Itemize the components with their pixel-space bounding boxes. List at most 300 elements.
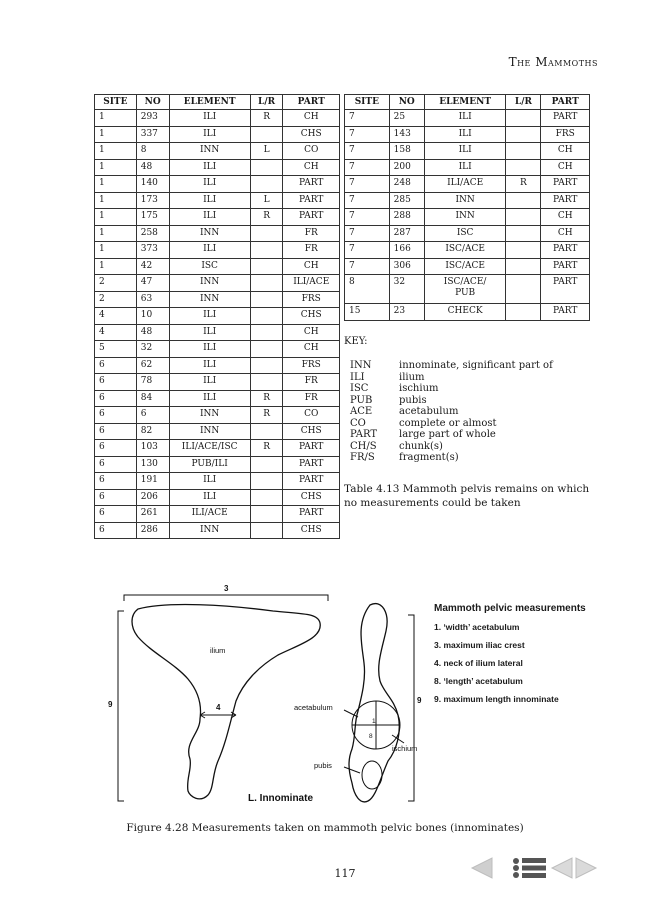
next-arrow-icon[interactable]: [574, 856, 598, 880]
table-cell: 84: [136, 390, 169, 407]
table-cell: 62: [136, 357, 169, 374]
legend-title: Mammoth pelvic measurements: [434, 603, 586, 614]
table-cell: 7: [345, 159, 390, 176]
table-cell: ILI: [424, 159, 506, 176]
table-cell: 2: [95, 291, 137, 308]
table-cell: CHS: [283, 522, 340, 539]
table-row: [345, 143, 590, 160]
table-row: [95, 522, 340, 539]
key-list: [350, 360, 553, 464]
table-cell: [250, 357, 283, 374]
table-cell: ILI: [424, 126, 506, 143]
table-cell: FR: [283, 225, 340, 242]
table-cell: CO: [283, 407, 340, 424]
table-cell: 373: [136, 242, 169, 259]
table-cell: CH: [541, 225, 590, 242]
key-entry: [350, 441, 553, 453]
table-cell: 1: [95, 143, 137, 160]
dim9-left-bracket: [118, 611, 124, 801]
table-cell: [250, 423, 283, 440]
table-row: [95, 407, 340, 424]
acetabulum-m8-label: 8: [369, 733, 373, 740]
table-cell: 173: [136, 192, 169, 209]
table-cell: INN: [424, 209, 506, 226]
table-cell: ILI: [169, 473, 250, 490]
table-cell: INN: [169, 143, 250, 160]
table-cell: 10: [136, 308, 169, 325]
key-abbreviation: CH/S: [350, 440, 377, 452]
key-entry: [350, 395, 553, 407]
table-cell: [506, 242, 541, 259]
table-cell: INN: [169, 407, 250, 424]
table-cell: PART: [283, 176, 340, 193]
figure-legend: [434, 603, 586, 704]
table-row: [95, 374, 340, 391]
table-cell: 32: [136, 341, 169, 358]
table-row: [345, 304, 590, 321]
table-cell: CHS: [283, 489, 340, 506]
table-cell: 6: [95, 456, 137, 473]
table-caption: Table 4.13 Mammoth pelvis remains on which no measurements could be taken: [344, 483, 590, 509]
table-cell: 7: [345, 110, 390, 127]
table-cell: PART: [283, 440, 340, 457]
table-cell: R: [506, 176, 541, 193]
table-cell: [250, 374, 283, 391]
table-row: [345, 225, 590, 242]
innominate-label: L. Innominate: [248, 793, 313, 804]
table-row: [95, 506, 340, 523]
back-arrow-icon[interactable]: [550, 856, 574, 880]
innominate-outline: [132, 605, 320, 799]
table-row: [95, 357, 340, 374]
key-abbreviation: ILI: [350, 371, 365, 383]
table-row: [95, 308, 340, 325]
table-row: [95, 225, 340, 242]
key-meaning: ilium: [399, 371, 425, 383]
key-entry: [350, 452, 553, 464]
table-cell: 288: [389, 209, 424, 226]
legend-item: 1. ‘width’ acetabulum: [434, 622, 520, 632]
table-cell: ILI: [424, 143, 506, 160]
table-cell: 6: [95, 357, 137, 374]
table-cell: 1: [95, 242, 137, 259]
table-cell: 6: [95, 522, 137, 539]
table-row: [95, 159, 340, 176]
table-cell: FRS: [541, 126, 590, 143]
table-cell: 7: [345, 126, 390, 143]
column-header: NO: [136, 95, 169, 110]
table-row: [95, 258, 340, 275]
key-meaning: fragment(s): [399, 452, 459, 463]
table-cell: 7: [345, 258, 390, 275]
column-header: PART: [283, 95, 340, 110]
table-cell: CH: [541, 209, 590, 226]
table-cell: 306: [389, 258, 424, 275]
table-cell: PART: [283, 473, 340, 490]
table-cell: ILI: [169, 374, 250, 391]
table-cell: 1: [95, 225, 137, 242]
table-cell: 63: [136, 291, 169, 308]
key-entry: [350, 383, 553, 395]
table-cell: ISC/ACE: [424, 258, 506, 275]
table-row: [95, 242, 340, 259]
table-cell: 4: [95, 308, 137, 325]
table-cell: 1: [95, 209, 137, 226]
table-cell: FR: [283, 242, 340, 259]
column-header: PART: [541, 95, 590, 110]
key-abbreviation: INN: [350, 360, 372, 371]
table-cell: ILI/ACE: [424, 176, 506, 193]
table-cell: 7: [345, 192, 390, 209]
table-cell: [250, 225, 283, 242]
table-cell: [250, 473, 283, 490]
table-row: [95, 423, 340, 440]
table-cell: CH: [283, 341, 340, 358]
table-cell: 23: [389, 304, 424, 321]
table-row: [95, 275, 340, 292]
table-cell: [506, 258, 541, 275]
table-row: [345, 242, 590, 259]
table-cell: ILI: [169, 390, 250, 407]
table-left: [94, 94, 340, 539]
table-cell: CH: [541, 143, 590, 160]
key-abbreviation: CO: [350, 417, 366, 429]
table-cell: 1: [95, 159, 137, 176]
table-cell: 78: [136, 374, 169, 391]
table-cell: R: [250, 390, 283, 407]
key-meaning: innominate, significant part of: [399, 360, 553, 371]
key-entry: [350, 429, 553, 441]
dim4-label: 4: [216, 703, 221, 712]
table-cell: 7: [345, 143, 390, 160]
table-cell: ILI: [169, 308, 250, 325]
column-header: ELEMENT: [169, 95, 250, 110]
table-cell: L: [250, 143, 283, 160]
table-cell: 8: [345, 275, 390, 304]
legend-item: 8. ‘length’ acetabulum: [434, 676, 523, 686]
key-meaning: complete or almost: [399, 417, 497, 429]
table-row: [345, 176, 590, 193]
table-cell: 5: [95, 341, 137, 358]
table-cell: [250, 489, 283, 506]
table-cell: ILI: [169, 209, 250, 226]
table-row: [345, 126, 590, 143]
table-cell: ISC: [424, 225, 506, 242]
legend-items: [434, 622, 586, 704]
table-cell: PART: [283, 192, 340, 209]
key-title: KEY:: [344, 336, 368, 347]
page-number: 117: [334, 867, 356, 880]
key-abbreviation: FR/S: [350, 452, 375, 463]
table-cell: FR: [283, 390, 340, 407]
key-entry: [350, 406, 553, 418]
table-cell: [250, 275, 283, 292]
table-cell: INN: [169, 291, 250, 308]
table-cell: ILI: [169, 126, 250, 143]
table-row: [95, 440, 340, 457]
table-cell: 1: [95, 126, 137, 143]
table-row: [345, 192, 590, 209]
legend-item: 4. neck of ilium lateral: [434, 658, 523, 668]
pubis-leader: [344, 767, 360, 773]
table-cell: PART: [541, 275, 590, 304]
table-row: [95, 192, 340, 209]
table-cell: [506, 192, 541, 209]
dim9-left-label: 9: [108, 700, 113, 709]
table-cell: 32: [389, 275, 424, 304]
table-cell: 158: [389, 143, 424, 160]
table-cell: 4: [95, 324, 137, 341]
column-header: ELEMENT: [424, 95, 506, 110]
table-cell: PUB/ILI: [169, 456, 250, 473]
table-cell: ILI: [169, 324, 250, 341]
key-meaning: large part of whole: [399, 429, 496, 440]
table-cell: ILI: [169, 341, 250, 358]
table-cell: ISC/ACE/ PUB: [424, 275, 506, 304]
table-cell: [506, 126, 541, 143]
key-abbreviation: ACE: [350, 406, 373, 417]
table-cell: CHS: [283, 308, 340, 325]
table-cell: ILI: [424, 110, 506, 127]
key-entry: [350, 360, 553, 372]
table-cell: 285: [389, 192, 424, 209]
table-cell: ILI/ACE: [283, 275, 340, 292]
key-entry: [350, 372, 553, 384]
table-cell: R: [250, 440, 283, 457]
table-cell: ILI: [169, 242, 250, 259]
table-cell: [250, 176, 283, 193]
table-cell: R: [250, 110, 283, 127]
table-cell: 200: [389, 159, 424, 176]
table-cell: [250, 308, 283, 325]
table-cell: ISC: [169, 258, 250, 275]
table-cell: 6: [95, 489, 137, 506]
table-cell: 6: [95, 423, 137, 440]
table-cell: [250, 126, 283, 143]
table-cell: 166: [389, 242, 424, 259]
table-cell: INN: [424, 192, 506, 209]
pelvis-figure: [108, 583, 588, 808]
table-cell: 293: [136, 110, 169, 127]
table-cell: [250, 506, 283, 523]
table-cell: [506, 110, 541, 127]
table-cell: [506, 304, 541, 321]
table-row: [95, 126, 340, 143]
table-cell: 140: [136, 176, 169, 193]
table-cell: [250, 341, 283, 358]
dim9-right-bracket: [408, 615, 414, 801]
table-cell: 6: [95, 506, 137, 523]
table-cell: [506, 209, 541, 226]
key-meaning: pubis: [399, 394, 427, 406]
ilium-label: ilium: [210, 646, 226, 655]
table-cell: 191: [136, 473, 169, 490]
table-cell: PART: [283, 456, 340, 473]
table-cell: 6: [136, 407, 169, 424]
table-cell: 2: [95, 275, 137, 292]
table-cell: CH: [541, 159, 590, 176]
dim3-label: 3: [224, 584, 229, 593]
table-cell: FRS: [283, 291, 340, 308]
table-cell: ILI: [169, 110, 250, 127]
table-cell: PART: [541, 258, 590, 275]
table-row: [95, 473, 340, 490]
key-abbreviation: PART: [350, 429, 378, 440]
table-row: [345, 258, 590, 275]
key-meaning: ischium: [399, 383, 439, 394]
table-cell: 8: [136, 143, 169, 160]
key-entry: [350, 418, 553, 430]
table-row: [95, 456, 340, 473]
table-row: [95, 390, 340, 407]
table-cell: ISC/ACE: [424, 242, 506, 259]
acetabulum-m1-label: 1: [372, 718, 376, 725]
table-cell: 7: [345, 176, 390, 193]
table-row: [95, 291, 340, 308]
foramen-shape: [362, 761, 382, 789]
table-cell: FR: [283, 374, 340, 391]
table-cell: 248: [389, 176, 424, 193]
table-cell: 7: [345, 209, 390, 226]
table-cell: CH: [283, 159, 340, 176]
table-cell: [506, 275, 541, 304]
table-cell: 6: [95, 440, 137, 457]
table-cell: PART: [541, 176, 590, 193]
table-cell: 143: [389, 126, 424, 143]
table-cell: 206: [136, 489, 169, 506]
table-row: [95, 324, 340, 341]
menu-list-icon[interactable]: [512, 856, 548, 880]
column-header: NO: [389, 95, 424, 110]
table-cell: 7: [345, 242, 390, 259]
acetabulum-label: acetabulum: [294, 703, 333, 712]
table-cell: [250, 324, 283, 341]
table-cell: PART: [283, 209, 340, 226]
table-cell: ILI: [169, 357, 250, 374]
table-cell: 6: [95, 473, 137, 490]
table-right: [344, 94, 590, 321]
table-cell: PART: [541, 110, 590, 127]
table-cell: CHS: [283, 126, 340, 143]
table-row: [95, 176, 340, 193]
table-cell: FRS: [283, 357, 340, 374]
table-cell: ILI/ACE: [169, 506, 250, 523]
table-cell: 6: [95, 374, 137, 391]
key-abbreviation: PUB: [350, 394, 373, 406]
table-row: [95, 489, 340, 506]
table-cell: ILI: [169, 159, 250, 176]
table-cell: ILI: [169, 489, 250, 506]
dim9-right-label: 9: [417, 696, 422, 705]
table-cell: 25: [389, 110, 424, 127]
table-cell: R: [250, 209, 283, 226]
table-cell: [250, 291, 283, 308]
table-cell: [506, 225, 541, 242]
table-cell: 42: [136, 258, 169, 275]
column-header: SITE: [345, 95, 390, 110]
table-cell: 6: [95, 390, 137, 407]
legend-item: 9. maximum length innominate: [434, 694, 559, 704]
table-cell: CO: [283, 143, 340, 160]
table-cell: [250, 242, 283, 259]
table-cell: 1: [95, 110, 137, 127]
table-row: [95, 209, 340, 226]
column-header: L/R: [506, 95, 541, 110]
ischium-label: ischium: [392, 744, 418, 753]
table-cell: 1: [95, 258, 137, 275]
table-cell: CH: [283, 258, 340, 275]
table-row: [95, 341, 340, 358]
table-cell: 287: [389, 225, 424, 242]
column-header: SITE: [95, 95, 137, 110]
table-cell: 48: [136, 324, 169, 341]
table-cell: INN: [169, 423, 250, 440]
table-cell: INN: [169, 275, 250, 292]
table-cell: 103: [136, 440, 169, 457]
dim4-arrow: [200, 712, 236, 718]
table-cell: ILI: [169, 176, 250, 193]
table-row: [345, 209, 590, 226]
table-cell: ILI/ACE/ISC: [169, 440, 250, 457]
table-cell: [506, 159, 541, 176]
table-cell: 15: [345, 304, 390, 321]
table-cell: 1: [95, 176, 137, 193]
table-cell: [250, 258, 283, 275]
table-cell: [250, 159, 283, 176]
table-cell: PART: [283, 506, 340, 523]
table-cell: INN: [169, 522, 250, 539]
table-cell: [250, 522, 283, 539]
table-row: [95, 143, 340, 160]
table-cell: 261: [136, 506, 169, 523]
table-cell: PART: [541, 242, 590, 259]
table-cell: INN: [169, 225, 250, 242]
legend-item: 3. maximum iliac crest: [434, 640, 525, 650]
table-cell: 47: [136, 275, 169, 292]
figure-caption: Figure 4.28 Measurements taken on mammoth pelvic bones (innominates): [126, 822, 524, 834]
table-row: [345, 275, 590, 304]
table-cell: 7: [345, 225, 390, 242]
table-cell: 6: [95, 407, 137, 424]
key-meaning: acetabulum: [399, 406, 459, 417]
table-cell: 130: [136, 456, 169, 473]
table-cell: CH: [283, 324, 340, 341]
pubis-label: pubis: [314, 761, 332, 770]
table-cell: 258: [136, 225, 169, 242]
table-cell: 48: [136, 159, 169, 176]
key-meaning: chunk(s): [399, 440, 443, 452]
table-cell: ILI: [169, 192, 250, 209]
table-cell: 1: [95, 192, 137, 209]
table-cell: [250, 456, 283, 473]
table-cell: R: [250, 407, 283, 424]
table-cell: [506, 143, 541, 160]
table-cell: PART: [541, 192, 590, 209]
table-row: [345, 159, 590, 176]
table-cell: 82: [136, 423, 169, 440]
table-cell: PART: [541, 304, 590, 321]
column-header: L/R: [250, 95, 283, 110]
table-cell: L: [250, 192, 283, 209]
dim3-bracket: [124, 595, 328, 601]
key-abbreviation: ISC: [350, 383, 369, 394]
table-cell: CHECK: [424, 304, 506, 321]
table-cell: 286: [136, 522, 169, 539]
table-cell: 337: [136, 126, 169, 143]
table-row: [95, 110, 340, 127]
table-row: [345, 110, 590, 127]
prev-arrow-icon[interactable]: [470, 856, 494, 880]
